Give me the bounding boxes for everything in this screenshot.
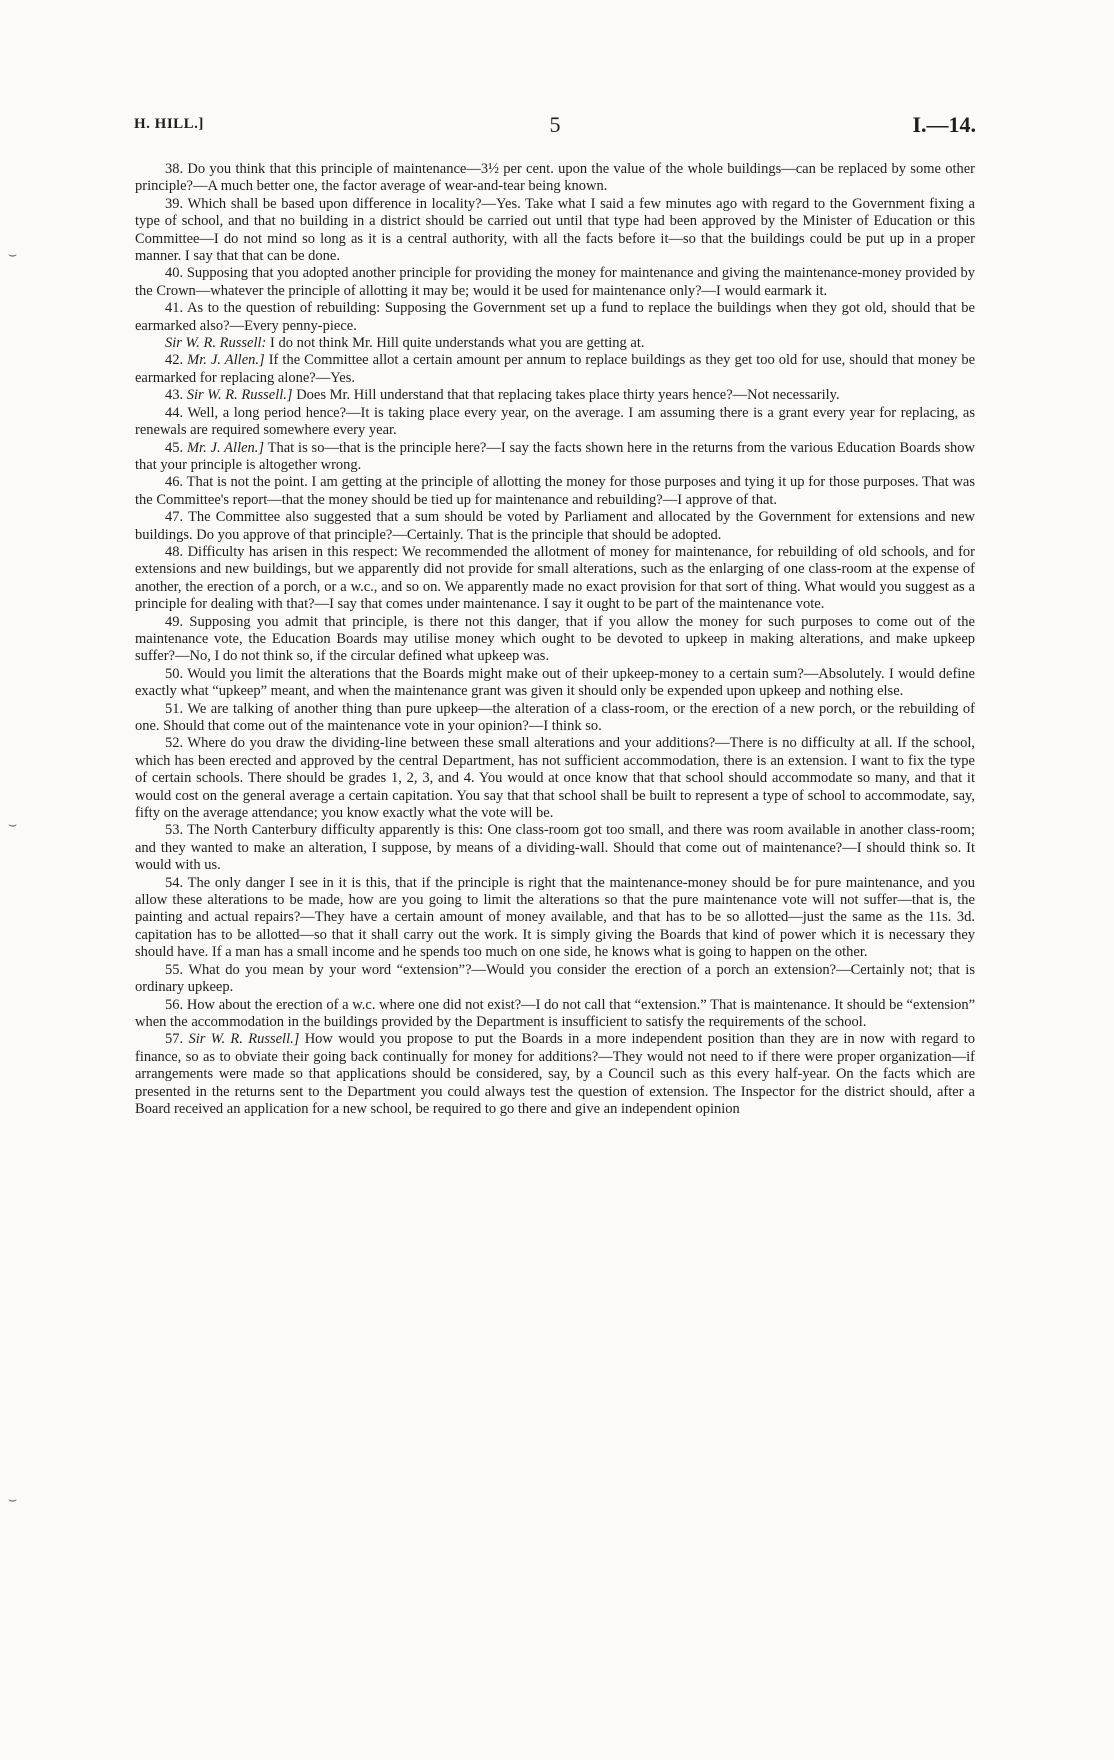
page-number: 5 — [549, 112, 561, 137]
question-number: 44. — [165, 404, 184, 421]
paragraph-text: How would you propose to put the Boards in a more independent position than they are in now with regard to finance, so as to obviate their going back continually for money for additions?—They would not need to if there were proper organization—if arrangements were made so that applications should be considered, say, by a Council such as this every half-year. On the facts which are presented in the returns sent to the Department you could always test the question of extension. The Inspector for the district should, after a Board received an application for a new school, be required to go there and give an independent opinion — [135, 1031, 976, 1117]
paragraph-54 — [135, 875, 975, 962]
paragraph-text: Supposing you admit that principle, is there not this danger, that if you allow the money for such purposes to come out of the maintenance vote, the Education Boards may utilise money which ought to be devoted to upkeep in making alterations, and make upkeep suffer?—No, I do not think so, if the circular defined what upkeep was. — [135, 613, 975, 665]
speaker-name: Sir W. R. Russell: — [165, 335, 267, 352]
margin-mark: ⌣ — [8, 1493, 18, 1508]
question-number: 47. — [165, 509, 184, 526]
paragraph-53 — [135, 822, 975, 874]
paragraph-text: If the Committee allot a certain amount per annum to replace buildings as they get too old for use, should that money be earmarked for replacing alone?—Yes. — [135, 352, 976, 386]
header-witness: H. HILL.] — [134, 116, 204, 132]
question-number: 55. — [165, 961, 184, 978]
question-number: 57. — [165, 1031, 184, 1048]
document-body — [135, 161, 975, 1118]
question-number: 48. — [165, 543, 184, 560]
paragraph-text: Would you limit the alterations that the Boards might make out of their upkeep-money to a certain sum?—Absolutely. I would define exactly what “upkeep” meant, and when the maintenance grant was given it should only be expended upon upkeep and nothing else. — [135, 665, 975, 700]
paragraph-text: How about the erection of a w.c. where one did not exist?—I do not call that “extension.” That is maintenance. It should be “extension” when the accommodation in the buildings provided by the Department is insufficient to satisfy the requirements of the school. — [135, 996, 976, 1030]
question-number: 49. — [165, 613, 184, 630]
paragraph-text: I do not think Mr. Hill quite understands what you are getting at. — [270, 335, 645, 352]
page-header — [134, 112, 976, 142]
margin-mark: ⌣ — [8, 248, 18, 263]
paragraph-text: Does Mr. Hill understand that that replacing takes place thirty years hence?—Not necessarily. — [296, 387, 840, 404]
paragraph-text: That is so—that is the principle here?—I say the facts shown here in the returns from the various Education Boards show that your principle is altogether wrong. — [135, 439, 975, 473]
question-number: 50. — [165, 665, 184, 682]
paragraph-text: As to the question of rebuilding: Supposing the Government set up a fund to replace the buildings when they got old, should that be earmarked also?—Every penny-piece. — [135, 300, 975, 334]
paragraph-40 — [135, 265, 975, 300]
paragraph-text: Supposing that you adopted another principle for providing the money for maintenance and giving the maintenance-money provided by the Crown—whatever the principle of allotting it may be; would it be used for maintenance only?—I would earmark it. — [135, 265, 975, 299]
question-number: 45. — [165, 439, 184, 456]
paragraph-55 — [135, 962, 975, 997]
paragraph-text: Which shall be based upon difference in locality?—Yes. Take what I said a few minutes ago with regard to the Government fixing a type of school, and that no building in a district should be carried out until that type had been approved by the Minister of Education or this Committee—I do not mind so long as it is a central authority, with all the facts before it—so that the buildings could be put up in a proper manner. I say that that can be done. — [135, 195, 975, 265]
question-number: 43. — [165, 387, 184, 404]
paragraph-text: The Committee also suggested that a sum should be voted by Parliament and allocated by the Government for extensions and new buildings. Do you approve of that principle?—Certainly. That is the principle that should be adopted. — [135, 509, 975, 543]
paragraph-text: Difficulty has arisen in this respect: We recommended the allotment of money for maintenance, for rebuilding of old schools, and for extensions and new buildings, but we apparently did not provide for small alterations, such as the enlarging of one class-room at the expense of another, the erection of a porch, or a w.c., and so on. We apparently made no exact provision for that sort of thing. What would you suggest as a principle for dealing with that?—I say that comes under maintenance. I say it ought to be part of the maintenance vote. — [135, 543, 975, 613]
paragraph-39 — [135, 196, 975, 266]
question-number: 38. — [165, 161, 184, 177]
paragraph-38 — [135, 161, 975, 196]
paragraph-48 — [135, 544, 975, 614]
question-number: 40. — [165, 265, 184, 282]
paragraph-text: We are talking of another thing than pure upkeep—the alteration of a class-room, or the erection of a new porch, or the rebuilding of one. Should that come out of the maintenance vote in your opinion?—I think so. — [135, 700, 975, 734]
paragraph-text: The only danger I see in it is this, that if the principle is right that the maintenance-money should be for pure maintenance, and you allow these alterations to be made, how are you going to limit the alterations so that the pure maintenance vote will not suffer—that is, the painting and actual repairs?—They have a certain amount of money available, and that has to be so allotted—just the same as the 11s. 3d. capitation has to be allotted—so that it shall carry out the work. It is simply giving the Boards that kind of power which it is necessary they should have. If a man has a small income and he spends too much on one side, he knows what is going to happen on the other. — [135, 874, 975, 961]
paragraph-56 — [135, 997, 975, 1032]
paragraph-50 — [135, 666, 975, 701]
paragraph-52 — [135, 735, 975, 822]
paragraph-41 — [135, 300, 975, 335]
paragraph-44 — [135, 405, 975, 440]
speaker-name: Sir W. R. Russell.] — [186, 387, 293, 404]
paragraph-text: What do you mean by your word “extension”?—Would you consider the erection of a porch an extension?—Certainly not; that is ordinary upkeep. — [135, 961, 975, 996]
question-number: 52. — [165, 735, 184, 752]
paragraph-47 — [135, 509, 975, 544]
paragraph-46 — [135, 474, 975, 509]
paragraph-42 — [135, 352, 975, 387]
question-number: 41. — [165, 300, 184, 317]
paragraph-text: Well, a long period hence?—It is taking place every year, on the average. I am assuming there is a grant every year for replacing, as renewals are required somewhere every year. — [135, 404, 975, 439]
question-number: 46. — [165, 474, 184, 491]
question-number: 42. — [165, 352, 184, 369]
question-number: 51. — [165, 700, 184, 717]
paragraph-49 — [135, 614, 975, 666]
question-number: 53. — [165, 822, 184, 839]
question-number: 56. — [165, 996, 184, 1013]
paragraph-45 — [135, 440, 975, 475]
speaker-name: Mr. J. Allen.] — [186, 439, 265, 456]
paragraph-text: Where do you draw the dividing-line between these small alterations and your additions?—There is no difficulty at all. If the school, which has been erected and approved by the central Department, has not sufficient accommodation, there is an extension. I want to fix the type of certain schools. There should be grades 1, 2, 3, and 4. You would at once know that that school should accommodate so many, and that it would cost on the general average a certain capitation. You say that that school shall be built to represent a type of school to accommodate, say, fifty on the average attendance; you know exactly what the vote will be. — [135, 735, 975, 822]
paragraph-text: The North Canterbury difficulty apparently is this: One class-room got too small, and there was room available in another class-room; and they wanted to make an alteration, I suppose, by means of a dividing-wall. Should that come out of maintenance?—I should think so. It would with us. — [135, 822, 975, 874]
paragraph-interjection — [135, 335, 975, 352]
margin-mark: ⌣ — [8, 818, 18, 833]
paragraph-57 — [135, 1031, 975, 1118]
speaker-name: Sir W. R. Russell.] — [188, 1031, 300, 1048]
paragraph-text: That is not the point. I am getting at the principle of allotting the money for those purposes and tying it up for those purposes. That was the Committee's report—that the money should be tied up for maintenance and rebuilding?—I approve of that. — [135, 474, 975, 508]
paragraph-51 — [135, 701, 975, 736]
paragraph-43 — [135, 387, 975, 404]
paragraph-text: Do you think that this principle of maintenance—3½ per cent. upon the value of the whole buildings—can be replaced by some other principle?—A much better one, the factor average of wear-and-tear being known. — [135, 161, 975, 195]
question-number: 54. — [165, 874, 184, 891]
document-reference: I.—14. — [912, 112, 976, 137]
speaker-name: Mr. J. Allen.] — [187, 352, 265, 369]
question-number: 39. — [165, 195, 184, 212]
